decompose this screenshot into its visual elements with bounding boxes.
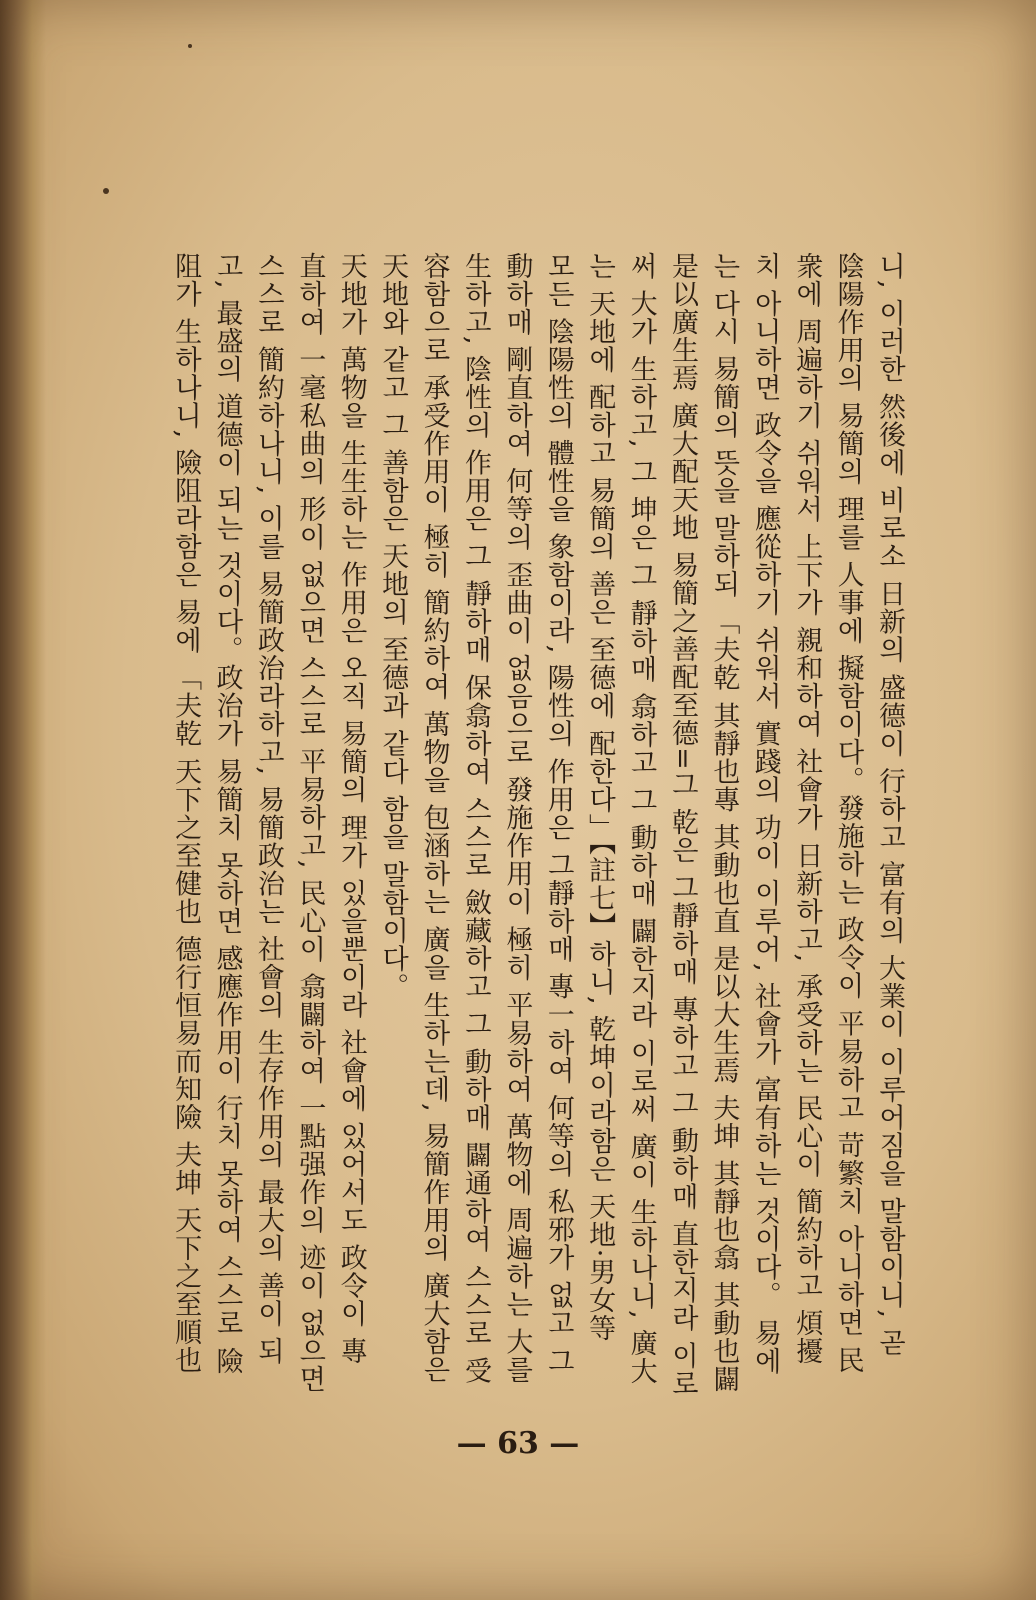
text-line: 니, 이러한 然後에 비로소 日新의 盛德이 行하고 富有의 大業이 이루어짐을 말함이니, 곧	[874, 252, 905, 1357]
text-line: 是以廣生焉 廣大配天地 易簡之善配至德=그 乾은 그靜하매 專하고 그 動하매 直한지라 이로	[666, 252, 698, 1398]
ink-speck	[188, 44, 192, 48]
text-line: 直하여 一毫私曲의 形이 없으면 스스로 平易하고, 民心이 翕闢하여 一點强作의 迹이 없으면	[294, 252, 326, 1394]
ink-speck	[103, 188, 109, 194]
text-line: 모든 陰陽性의 體性을 象함이라, 陽性의 作用은 그靜하매 專一하여 何等의 私邪가 없고 그	[542, 252, 574, 1375]
text-line: 고, 最盛의 道德이 되는 것이다。政治가 易簡치 못하면 感應作用이 行치 못하여 스스로 險	[211, 252, 243, 1375]
text-line: 天地가 萬物을 生生하는 作用은 오직 易簡의 理가 있을뿐이라 社會에 있어서도 政令이 專	[335, 252, 367, 1366]
text-line: 生하고, 陰性의 作用은 그 靜하매 保翕하여 스스로 斂藏하고 그 動하매 闢通하여 스스로 受	[459, 252, 491, 1385]
text-line: 容함으로 承受作用이 極히 簡約하여 萬物을 包涵하는 廣을 生하는데, 易簡作用의 廣大함은	[418, 252, 450, 1384]
page-number: — 63 —	[456, 1426, 580, 1461]
text-line: 衆에 周遍하기 쉬워서 上下가 親和하여 社會가 日新하고, 承受하는 民心이 簡約하고 煩擾	[791, 252, 823, 1366]
text-line: 써 大가 生하고, 그 坤은 그 靜하매 翕하고 그 動하매 闢한지라 이로써 廣이 生하나니, 廣大	[625, 252, 657, 1386]
text-line: 는 다시 易簡의 뜻을 말하되 「夫乾 其靜也專 其動也直 是以大生焉 夫坤 其靜也翕 其動也闢	[708, 252, 740, 1394]
text-line: 阻가 生하나니, 險阻라함은 易에 「夫乾 天下之至健也 德行恒易而知險 夫坤 天下之至順也	[170, 252, 202, 1375]
text-line: 스스로 簡約하나니, 이를 易簡政治라하고, 易簡政治는 社會의 生存作用의 最大의 善이 되	[252, 252, 284, 1366]
text-line: 天地와 같고 그 善함은 天地의 至德과 같다 함을 말함이다。	[377, 252, 409, 1001]
book-spine	[0, 0, 46, 1600]
body-text	[126, 252, 910, 1600]
text-line: 는 天地에 配하고 易簡의 善은 至德에 配한다」【註七】하니, 乾坤이라함은 天地·男女等	[584, 252, 616, 1343]
text-line: 動하매 剛直하여 何等의 歪曲이 없음으로 發施作用이 極히 平易하여 萬物에 周遍하는 大를	[501, 252, 533, 1384]
text-line: 치 아니하면 政令을 應從하기 쉬워서 實踐의 功이 이루어, 社會가 富有하는 것이다。 易에	[749, 252, 781, 1375]
text-line: 陰陽作用의 易簡의 理를 人事에 擬함이다。發施하는 政令이 平易하고 苛繁치 아니하면 民	[832, 252, 864, 1375]
